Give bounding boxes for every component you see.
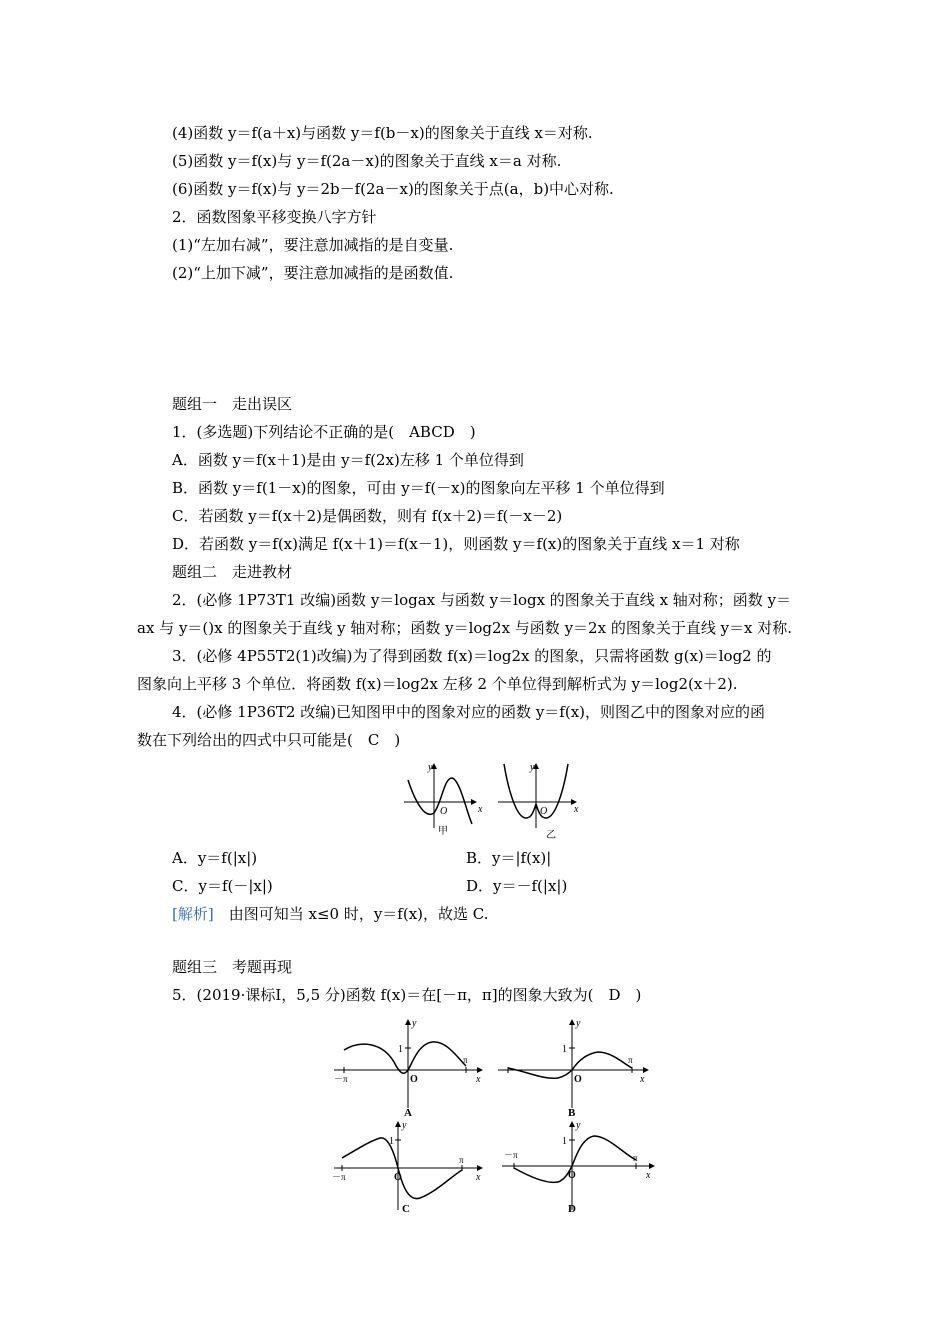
- question-5: 5．(2019·课标Ⅰ，5,5 分)函数 f(x)＝在[－π，π]的图象大致为( D ): [172, 986, 642, 1004]
- answer-option-a: A．y＝f(|x|): [172, 849, 258, 867]
- tick-label-one: 1: [562, 1044, 567, 1055]
- graph-b: [498, 1018, 648, 1119]
- axis-label-y: y: [576, 1120, 581, 1131]
- figure-caption: A: [404, 1107, 412, 1119]
- figure-caption: C: [402, 1203, 410, 1215]
- graph-c: [332, 1120, 482, 1215]
- graph-a: [334, 1018, 482, 1119]
- axis-label-y: y: [402, 1120, 407, 1131]
- tick-label-one: 1: [398, 1044, 403, 1055]
- graph-d: [502, 1120, 654, 1215]
- tick-label-neg-pi: －π: [504, 1150, 518, 1160]
- figure-caption: B: [568, 1107, 576, 1119]
- origin-label: O: [568, 1170, 576, 1181]
- question-4-line-1: 4．(必修 1P36T2 改编)已知图甲中的图象对应的函数 y＝f(x)，则图乙中的图象对应的函: [172, 703, 766, 721]
- text-line: (4)函数 y＝f(a＋x)与函数 y＝f(b－x)的图象关于直线 x＝对称.: [172, 124, 593, 142]
- graph-yi: [498, 762, 579, 841]
- text-line: (5)函数 y＝f(x)与 y＝f(2a－x)的图象关于直线 x＝a 对称.: [172, 152, 562, 170]
- tick-label-neg-pi: －π: [332, 1172, 346, 1182]
- axis-label-x: x: [646, 1170, 651, 1181]
- question-1-option-c: C．若函数 y＝f(x＋2)是偶函数，则有 f(x＋2)＝f(－x－2): [172, 507, 563, 525]
- origin-label: O: [410, 1074, 418, 1085]
- question-1-option-d: D．若函数 y＝f(x)满足 f(x＋1)＝f(x－1)，则函数 y＝f(x)的图象关于直线 x＝1 对称: [172, 535, 740, 553]
- text-line: (1)“左加右减”，要注意加减指的是自变量.: [172, 236, 454, 254]
- answer-option-b: B．y＝|f(x)|: [466, 849, 552, 867]
- axis-label-x: x: [478, 804, 483, 815]
- tick-label-one: 1: [389, 1136, 394, 1147]
- question-1-option-b: B．函数 y＝f(1－x)的图象，可由 y＝f(－x)的图象向左平移 1 个单位得到: [172, 479, 665, 497]
- group-heading: 题组一 走出误区: [172, 395, 293, 413]
- text-line: (6)函数 y＝f(x)与 y＝2b－f(2a－x)的图象关于点(a，b)中心对称.: [172, 180, 614, 198]
- axis-label-y: y: [428, 762, 433, 773]
- graph-jia: [404, 762, 483, 837]
- analysis-tag: [解析]: [172, 905, 214, 923]
- tick-label-neg-pi: －π: [334, 1074, 348, 1084]
- figure-q4: [400, 758, 580, 840]
- answer-option-c: C．y＝f(－|x|): [172, 877, 273, 895]
- figure-caption: D: [568, 1203, 576, 1215]
- question-2-line-2: ax 与 y＝()x 的图象关于直线 y 轴对称；函数 y＝log2x 与函数 y＝2x 的图象关于直线 y＝x 对称.: [137, 619, 793, 637]
- origin-label: O: [574, 1074, 582, 1085]
- tick-label-pi: π: [628, 1055, 633, 1065]
- question-4-line-2: 数在下列给出的四式中只可能是( C ): [137, 731, 401, 749]
- tick-label-pi: π: [463, 1055, 468, 1065]
- figure-caption: 甲: [438, 826, 448, 837]
- axis-label-y: y: [576, 1018, 581, 1029]
- section-heading: 2．函数图象平移变换八字方针: [172, 208, 377, 226]
- axis-label-y: y: [412, 1018, 417, 1029]
- analysis-text: 由图可知当 x≤0 时，y＝f(x)，故选 C.: [213, 905, 489, 923]
- text-line: (2)“上加下减”，要注意加减指的是函数值.: [172, 264, 454, 282]
- question-2-line-1: 2．(必修 1P73T1 改编)函数 y＝logax 与函数 y＝logx 的图象关于直线 x 轴对称；函数 y＝: [172, 591, 792, 609]
- origin-label: O: [394, 1172, 402, 1183]
- tick-label-one: 1: [562, 1136, 567, 1147]
- axis-label-y: y: [530, 762, 535, 773]
- question-1-option-a: A．函数 y＝f(x＋1)是由 y＝f(2x)左移 1 个单位得到: [172, 451, 524, 469]
- axis-label-x: x: [574, 804, 579, 815]
- origin-label: O: [540, 806, 548, 817]
- question-3-line-2: 图象向上平移 3 个单位．将函数 f(x)＝log2x 左移 2 个单位得到解析式为 y＝log2(x＋2).: [137, 675, 738, 693]
- tick-label-pi: π: [459, 1155, 464, 1165]
- tick-label-pi: π: [633, 1153, 638, 1163]
- question-3-line-1: 3．(必修 4P55T2(1)改编)为了得到函数 f(x)＝log2x 的图象，只需将函数 g(x)＝log2 的: [172, 647, 772, 665]
- axis-label-x: x: [476, 1172, 481, 1183]
- answer-option-d: D．y＝－f(|x|): [466, 877, 568, 895]
- question-1: 1．(多选题)下列结论不正确的是( ABCD ): [172, 423, 476, 441]
- group-heading: 题组三 考题再现: [172, 958, 293, 976]
- origin-label: O: [440, 806, 448, 817]
- figure-q5: [332, 1018, 662, 1214]
- group-heading: 题组二 走进教材: [172, 563, 293, 581]
- axis-label-x: x: [640, 1074, 645, 1085]
- axis-label-x: x: [476, 1074, 481, 1085]
- analysis-line: [172, 904, 489, 924]
- figure-caption: 乙: [546, 830, 556, 841]
